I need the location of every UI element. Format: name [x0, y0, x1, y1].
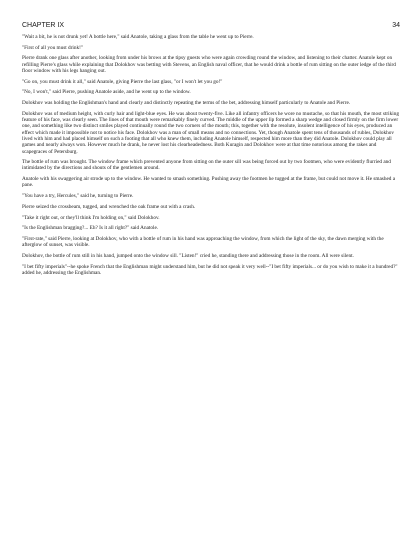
- document-body: [22, 34, 400, 276]
- paragraph: "Wait a bit, he is not drunk yet! A bottle here," said Anatole, taking a glass from the table he went up to Pierre.: [22, 34, 254, 40]
- paragraph: Anatole with his swaggering air strode up to the window. He wanted to smash something. Pushing away the footmen he tugged at the frame, but could not move it. He smashed a pane.: [22, 176, 396, 189]
- chapter-title: CHAPTER IX: [22, 22, 65, 29]
- paragraph: "Go on, you must drink it all," said Anatole, giving Pierre the last glass, "or I won't let you go!": [22, 78, 223, 85]
- paragraph: "First-rate," said Pierre, looking at Dolokhov, who with a bottle of rum in his hand was approaching the window, from which the light of the sky, the dawn merging with the afterglow of sunset, was visible.: [22, 235, 384, 249]
- page-header: [22, 22, 400, 29]
- paragraph: Dolokhov was of medium height, with curly hair and light-blue eyes. He was about twenty-five. Like all infantry officers he wore no mustache, so that his mouth, the most striking feature of his face, was clearly seen. The lines of that mouth were remarkably finely curved. The middle of the upper lip formed a sharp wedge and closed firmly on the firm lower one, and something like two distinct smiles played continually round the two corners of the mouth; this, together with the resolute, insolent intelligence of his eyes, produced an effect which made it impossible not to notice his face. Dolokhov was a man of small means and no connections. Yet, though Anatole spent tens of thousands of rubles, Dolokhov lived with him and had placed himself on such a footing that all who knew them, including Anatole himself, respected him more than they did Anatole. Dolokhov could play all games and nearly always won. However much he drank, he never lost his clearheadedness. Both Kuragin and Dolokhov were at that time notorious among the rakes and scapegraces of Petersburg.: [22, 110, 399, 155]
- paragraph: "Take it right out, or they'll think I'm holding on," said Dolokhov.: [22, 214, 160, 221]
- paragraph: "I bet fifty imperials"--he spoke French that the Englishman might understand him, but he did not speak it very well--"I bet fifty imperials... or do you wish to make it a hundred?" added he, addressing the Englishman.: [22, 263, 398, 276]
- paragraph: "Is the Englishman bragging?... Eh? Is it all right?" said Anatole.: [22, 225, 159, 232]
- paragraph: "First of all you must drink!": [22, 44, 84, 51]
- paragraph: Pierre seized the crossbeam, tugged, and wrenched the oak frame out with a crash.: [22, 203, 196, 210]
- paragraph: "No, I won't," said Pierre, pushing Anatole aside, and he went up to the window.: [22, 89, 191, 96]
- document-page: [22, 22, 400, 281]
- paragraph: Pierre drank one glass after another, looking from under his brows at the tipsy guests who were again crowding round the window, and listening to their chatter. Anatole kept on refilling Pierre's glass while explaining that Dolokhov was betting with Stevens, an English naval officer, that he would drink a bottle of rum sitting on the outer ledge of the third floor window with his legs hanging out.: [22, 55, 396, 74]
- paragraph: Dolokhov, the bottle of rum still in his hand, jumped onto the window sill. "Listen!" cried he, standing there and addressing those in the room. All were silent.: [22, 252, 354, 259]
- page-number: 34: [392, 22, 400, 29]
- paragraph: The bottle of rum was brought. The window frame which prevented anyone from sitting on the outer sill was being forced out by two footmen, who were evidently flurried and intimidated by the directions and shouts of the gentlemen around.: [22, 159, 391, 172]
- paragraph: "You have a try, Hercules," said he, turning to Pierre.: [22, 193, 134, 200]
- paragraph: Dolokhov was holding the Englishman's hand and clearly and distinctly repeating the terms of the bet, addressing himself particularly to Anatole and Pierre.: [22, 100, 351, 107]
